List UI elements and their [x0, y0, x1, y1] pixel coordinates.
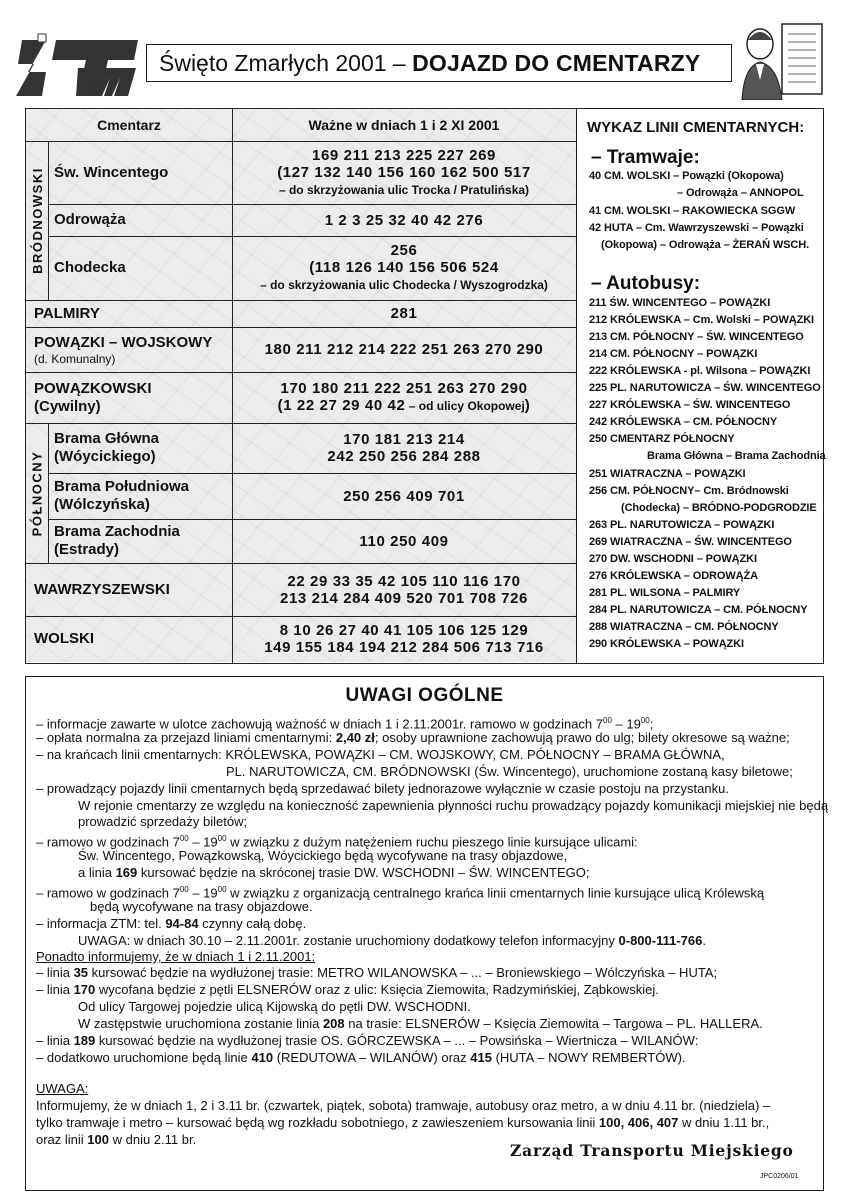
- col-header-cemetery: Cmentarz: [97, 117, 161, 133]
- bus-line: 222 KRÓLEWSKA - pl. Wilsona – POWĄZKI: [589, 365, 811, 378]
- tram-header: – Tramwaje:: [591, 147, 700, 168]
- cemetery-table: [25, 108, 824, 664]
- bus-line: 211 ŚW. WINCENTEGO – POWĄZKI: [589, 297, 771, 309]
- cemetery-name: WAWRZYSZEWSKI: [34, 580, 170, 598]
- tram-line: 40 CM. WOLSKI – Powązki (Okopowa): [589, 170, 784, 182]
- cemetery-name: POWĄZKOWSKI (Cywilny): [34, 379, 152, 415]
- note-line: – informacje zawarte w ulotce zachowują ważność w dniach 1 i 2.11.2001r. ramowo w godzinach $7^{00} - 19^{00}$;: [36, 716, 654, 732]
- cemetery-lines: 170 181 213 214 242 250 256 284 288: [327, 431, 481, 465]
- note-line: W rejonie cmentarzy ze względu na konieczność zapewnienia płynności ruchu prowadzący pojazdy komunikacji miejskiej nie będą: [78, 798, 829, 813]
- bus-line: 227 KRÓLEWSKA – ŚW. WINCENTEGO: [589, 399, 791, 412]
- cemetery-name: POWĄZKI – WOJSKOWY (d. Komunalny): [34, 333, 213, 366]
- cemetery-name: Brama Główna (Wóycickiego): [54, 430, 160, 465]
- cemetery-name: PALMIRY: [34, 304, 100, 322]
- note-line: – opłata normalna za przejazd liniami cmentarnymi: 2,40 zł; osoby uprawnione zachowują prawo do ulg; bilety okresowe są ważne;: [36, 730, 790, 745]
- title-plain: Święto Zmarłych 2001 –: [159, 49, 413, 76]
- cemetery-lines: 22 29 33 35 42 105 110 116 170 213 214 284 409 520 701 708 726: [280, 572, 528, 607]
- bus-line: 290 KRÓLEWSKA – POWĄZKI: [589, 638, 744, 650]
- cemetery-name: Odrowąża: [54, 211, 126, 228]
- note-line: tylko tramwaje i metro – kursować będą wg rozkładu sobotniego, z zawieszeniem kursowania linii 100, 406, 407 w dniu 1.11 br.,: [36, 1115, 770, 1130]
- general-notes: [25, 676, 829, 1191]
- note-line: – linia 170 wycofana będzie z pętli ELSNERÓW oraz z ulic: Księcia Ziemowita, Radzymińskiej, Ząbkowskiej.: [36, 982, 659, 997]
- tram-line: – Odrowąża – ANNOPOL: [677, 187, 804, 199]
- cemetery-lines: 170 180 211 222 251 263 270 290 (1 22 27 29 40 42 – od ulicy Okopowej): [277, 380, 531, 414]
- note-line: a linia 169 kursować będzie na skróconej trasie DW. WSCHODNI – ŚW. WINCENTEGO;: [78, 865, 590, 880]
- tram-line: (Okopowa) – Odrowąża – ŻERAŃ WSCH.: [601, 239, 810, 251]
- note-line: UWAGA: w dniach 30.10 – 2.11.2001r. zostanie uruchomiony dodatkowy telefon informacyjny 0-800-111-766.: [78, 933, 706, 948]
- signature: Zarząd Transportu Miejskiego: [510, 1141, 794, 1160]
- bus-header: – Autobusy:: [591, 273, 701, 294]
- bus-line: (Chodecka) – BRÓDNO-PODGRODZIE: [621, 501, 817, 514]
- cemetery-name: WOLSKI: [34, 630, 94, 647]
- bus-line: 225 PL. NARUTOWICZA – ŚW. WINCENTEGO: [589, 382, 821, 395]
- bus-line: 213 CM. PÓŁNOCNY – ŚW. WINCENTEGO: [589, 331, 804, 344]
- bus-line: 214 CM. PÓŁNOCNY – POWĄZKI: [589, 348, 758, 361]
- bus-line: 263 PL. NARUTOWICZA – POWĄZKI: [589, 518, 775, 531]
- group-brodnowski: BRÓDNOWSKI: [29, 167, 45, 274]
- cemetery-name: Chodecka: [54, 259, 126, 276]
- note-line: – linia 189 kursować będzie na wydłużonej trasie OS. GÓRCZEWSKA – ... – Powsińska – Wiertnicza – WILANÓW:: [36, 1033, 699, 1048]
- bus-line: 250 CMENTARZ PÓŁNOCNY: [589, 433, 735, 446]
- cemetery-lines: 110 250 409: [359, 532, 449, 550]
- divider: [48, 141, 49, 300]
- ztm-logo: [16, 30, 142, 102]
- bus-line: 270 DW. WSCHODNI – POWĄZKI: [589, 552, 757, 565]
- note-line: – ramowo w godzinach $7^{00} - 19^{00}$ w związku z organizacją centralnego krańca linii cmentarnych linie kursujące ulicą Królewską: [36, 885, 765, 901]
- document-code: JPC0206/01: [760, 1173, 799, 1180]
- cemetery-lines: 281: [390, 305, 418, 322]
- cemetery-lines: 1 2 3 25 32 40 42 276: [324, 211, 484, 229]
- note-line: – linia 35 kursować będzie na wydłużonej trasie: METRO WILANOWSKA – ... – Broniewskiego – Wólczyńska – HUTA;: [36, 965, 718, 980]
- title-bold: DOJAZD DO CMENTARZY: [412, 49, 701, 76]
- bus-line: 212 KRÓLEWSKA – Cm. Wolski – POWĄZKI: [589, 314, 814, 327]
- cemetery-lines: 256 (118 126 140 156 506 524 – do skrzyżowania ulic Chodecka / Wyszogrodzka): [260, 242, 548, 292]
- tram-line: 42 HUTA – Cm. Wawrzyszewski – Powązki: [589, 222, 804, 234]
- divider: [48, 423, 49, 563]
- uwaga-heading: UWAGA:: [36, 1081, 89, 1096]
- cemetery-lines: 169 211 213 225 227 269 (127 132 140 156 160 162 500 517 – do skrzyżowania ulic Trocka / Pratulińska): [277, 146, 531, 197]
- note-line: – dodatkowo uruchomione będą linie 410 (REDUTOWA – WILANÓW) oraz 415 (HUTA – NOWY REMBERTÓW).: [36, 1050, 686, 1065]
- note-line: oraz linii 100 w dniu 2.11 br.: [36, 1132, 197, 1147]
- note-line: Informujemy, że w dniach 1, 2 i 3.11 br. (czwartek, piątek, sobota) tramwaje, autobusy oraz metro, a w dniu 4.11 br. (niedziela) –: [36, 1098, 771, 1113]
- bus-line: Brama Główna – Brama Zachodnia: [647, 450, 826, 463]
- note-line: Od ulicy Targowej pojedzie ulicą Kijowską do pętli DW. WSCHODNI.: [78, 999, 471, 1014]
- note-line: – ramowo w godzinach $7^{00} - 19^{00}$ w związku z dużym natężeniem ruchu pieszego linie kursujące ulicami:: [36, 834, 638, 850]
- group-polnocny: PÓŁNOCNY: [29, 450, 45, 536]
- note-line: prowadzić sprzedaży biletów;: [78, 814, 248, 829]
- notes-title: UWAGI OGÓLNE: [345, 685, 504, 706]
- note-line: – informacja ZTM: tel. 94-84 czynny całą dobę.: [36, 916, 307, 931]
- note-line: będą wycofywane na trasy objazdowe.: [90, 899, 313, 914]
- cemetery-name: Św. Wincentego: [54, 163, 169, 181]
- cemetery-lines: 8 10 26 27 40 41 105 106 125 129 149 155 184 194 212 284 506 713 716: [264, 622, 544, 656]
- presenter-figure: [738, 20, 828, 100]
- bus-line: 281 PL. WILSONA – PALMIRY: [589, 586, 741, 599]
- note-line: W zastępstwie uruchomiona zostanie linia 208 na trasie: ELSNERÓW – Księcia Ziemowita – Targowa – PL. HALLERA.: [78, 1016, 763, 1031]
- bus-line: 269 WIATRACZNA – ŚW. WINCENTEGO: [589, 535, 792, 548]
- bus-line: 251 WIATRACZNA – POWĄZKI: [589, 467, 746, 480]
- lines-list-header: WYKAZ LINII CMENTARNYCH:: [587, 119, 805, 136]
- bus-line: 288 WIATRACZNA – CM. PÓŁNOCNY: [589, 620, 779, 633]
- cemetery-name: Brama Zachodnia (Estrady): [54, 523, 180, 558]
- note-line: – na krańcach linii cmentarnych: KRÓLEWSKA, POWĄZKI – CM. WOJSKOWY, CM. PÓŁNOCNY – BRAMA GŁÓWNA,: [36, 747, 725, 762]
- cemetery-lines: 250 256 409 701: [343, 487, 465, 505]
- col-header-valid-days: Ważne w dniach 1 i 2 XI 2001: [308, 117, 500, 133]
- note-line: Ponadto informujemy, że w dniach 1 i 2.11.2001:: [36, 949, 316, 964]
- bus-line: 242 KRÓLEWSKA – CM. PÓŁNOCNY: [589, 416, 778, 429]
- cemetery-lines: 180 211 212 214 222 251 263 270 290: [264, 341, 544, 358]
- bus-line: 284 PL. NARUTOWICZA – CM. PÓŁNOCNY: [589, 603, 808, 616]
- page-title: [146, 44, 732, 82]
- cemetery-name: Brama Południowa (Wólczyńska): [54, 478, 190, 513]
- note-line: – prowadzący pojazdy linii cmentarnych będą sprzedawać bilety jednorazowe wyłącznie w czasie postoju na przystanku.: [36, 781, 729, 796]
- bus-line: 276 KRÓLEWSKA – ODROWĄŻA: [589, 569, 758, 582]
- note-line: PL. NARUTOWICZA, CM. BRÓDNOWSKI (Św. Wincentego), uruchomione zostaną kasy biletowe;: [226, 764, 793, 779]
- tram-line: 41 CM. WOLSKI – RAKOWIECKA SGGW: [589, 205, 796, 217]
- note-line: Św. Wincentego, Powązkowską, Wóycickiego będą wycofywane na trasy objazdowe,: [78, 848, 568, 863]
- bus-line: 256 CM. PÓŁNOCNY– Cm. Bródnowski: [589, 484, 789, 497]
- divider: [576, 109, 577, 663]
